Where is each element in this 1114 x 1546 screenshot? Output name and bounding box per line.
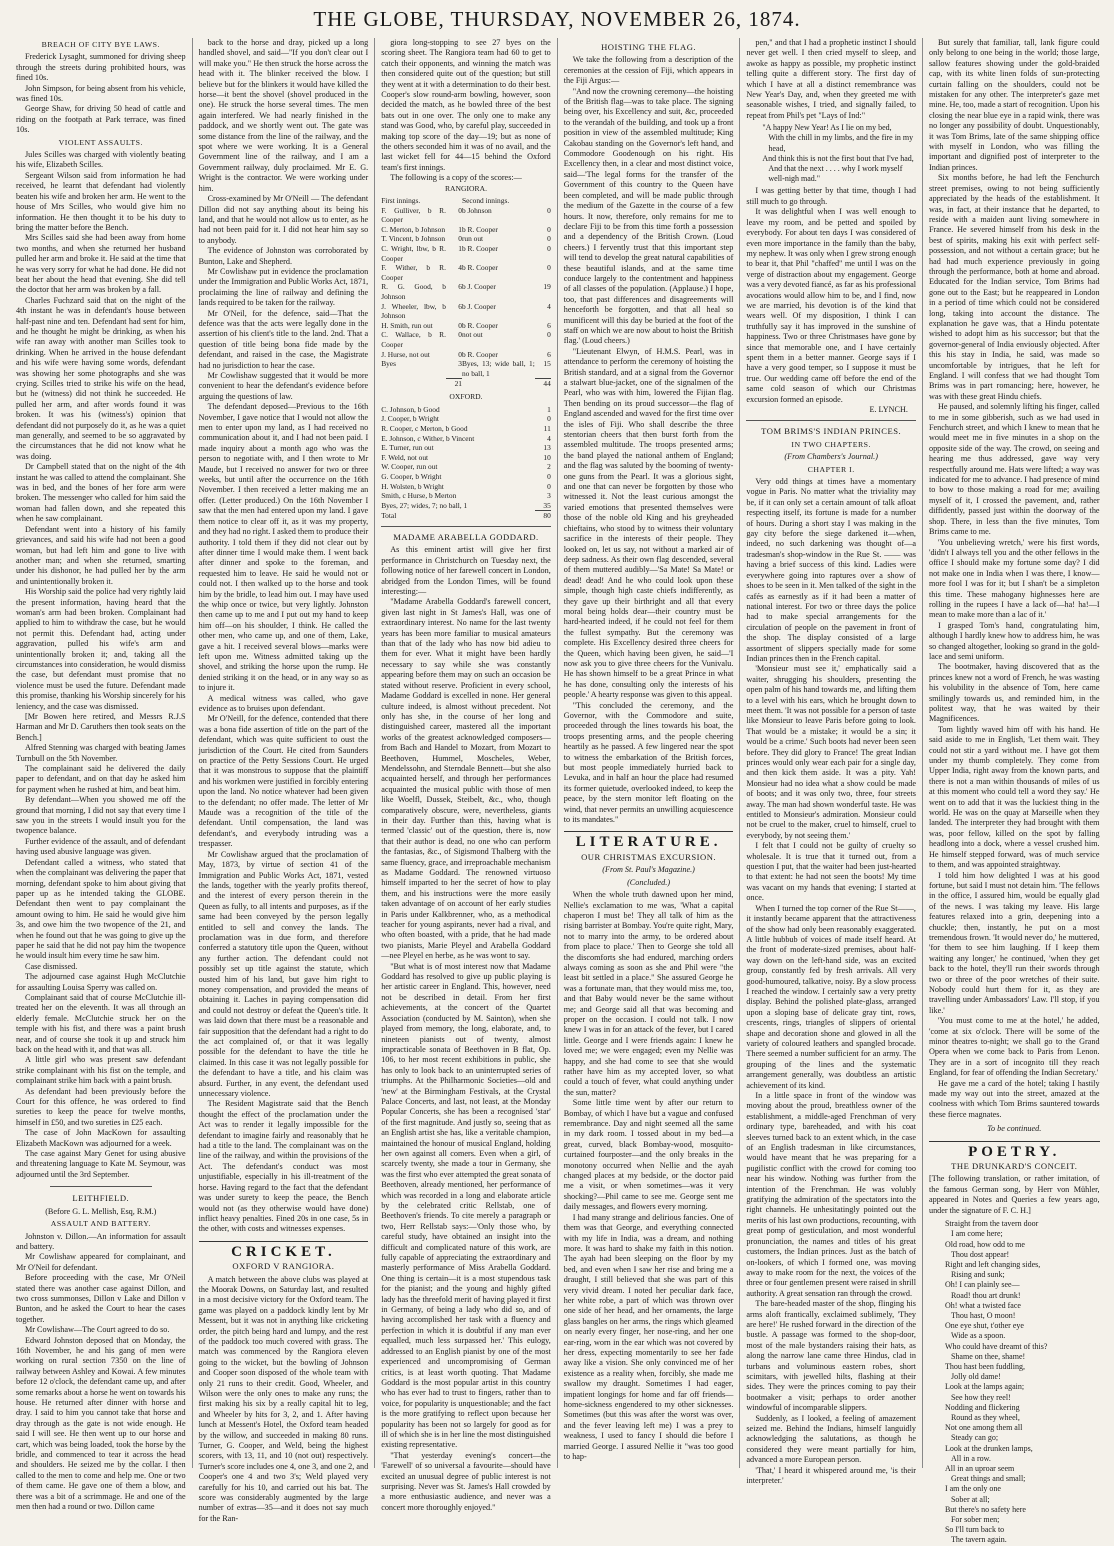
heading-violent-assaults: VIOLENT ASSAULTS.: [58, 137, 143, 147]
verse-line: Wide as a spoon.: [950, 1331, 1006, 1341]
verse-line: One eye shut, t'other eye: [944, 1321, 1024, 1331]
score-cell: E. Turner, run out: [381, 443, 434, 453]
score-row: [381, 225, 551, 235]
score-cell: 0: [547, 330, 551, 340]
score-cell: G. Cooper, b Wright: [381, 472, 442, 482]
divider: [50, 1186, 152, 1187]
paragraph: The defendant deposed—Previous to the 16th November, I gave notice that I would not allow the men to enter upon my land, as I had received no communication about it, and I had not been paid. I made inquiry about a month ago who was the person to negotiate with, and I then wrote to Mr Maude, but I received no answer for two or three weeks, but until after the occurrence on the 16th November. I then received a letter making me an offer. (Letter produced.) On the 16th November I saw that the men had entered upon my land. I gave them notice to clear off it, as it was my property, and they had no right. I asked them to produce their authority. I told them if they did not clear out by after dinner time I would make them. I went back after dinner and spoke to the foreman, and requested him to leave. He said he would not or could not. I then walked up to the horse and took him by the bridle, to lead him out. I may have used the whip once or twice, but very lightly. Johnston then came up to me and I put out my hand to keep him off—on his shoulder, I think. He called the other men, who came up, and one of them, Lake, gave a hit. I received several blows—marks were left upon me. Witness admitted taking up the shovel, and striking the horse upon the rump. He denied striking it on the head, or in any way so as to injure it.: [198, 402, 369, 693]
divider: [381, 526, 551, 527]
paragraph: Alfred Stenning was charged with beating James Turnbull on the 5th November.: [16, 743, 186, 763]
paragraph: I grasped Tom's hand, congratulating him, although I hardly knew how to address him, he was so changed altogether, looking so grand in the gold-lace and semi uniform.: [928, 620, 1100, 661]
heading-drunkards-conceit: THE DRUNKARD'S CONCEIT.: [951, 1161, 1078, 1172]
score-cell: F. Weld, not out: [381, 452, 429, 462]
verse-line: The tavern again.: [950, 1535, 1007, 1545]
score-cell: C. Johnson, b Good: [381, 404, 440, 414]
verse-line: With the chill in my limbs, and the fire in my head,: [768, 133, 914, 153]
score-total-row: [381, 511, 551, 521]
score-cell: 13: [543, 443, 551, 453]
score-cell: 1: [458, 244, 462, 254]
verse-line: And that the next . . . . why I work myself well-nigh mad.": [768, 164, 903, 184]
score-cell: 10: [543, 452, 551, 462]
paragraph: Sergeant Wilson said from information he had received, he learnt that defendant had violently beaten his wife and broken her arm. He went to the house of Mrs Scilles, who would give him no information. He then thought it to be his duty to bring the matter before the Bench.: [16, 170, 186, 232]
score-cell: 0: [547, 414, 551, 424]
paragraph: [Mr Bowen here retired, and Messrs R.J.S Harman and Mr D. Caruthers then took seats on the Bench.]: [16, 712, 186, 742]
paragraph: When I turned the top corner of the Rue St——, it instantly became apparent that the attractiveness of the show had only been reasonably exaggerated. A little hubbub of voices of made itself heard. At the front of moderate-sized premises, about half-way down on the left-hand side, was an excited group, constantly fed by fresh arrivals. All very good-humoured, talkative, noisy. By a slow process I reached the window. I certainly saw a very pretty display. Behind the polished plate-glass, arranged upon a sloping base of delicate gray tint, rows, crescents, rings, triangles of slippers of oriental shape and decoration shone and glowed in all the variety of coloured leathers and spangled brocade. There seemed a number sufficient for an army. The grouping of the lines and the systematic arrangement generally, was doubtless an artistic achievement of its kind.: [746, 903, 916, 1090]
paragraph: giora long-stopping to see 27 byes on the scoring sheet. The Rangiora team had 60 to get to catch their opponents, and winning the match was then considered quite out of the question; but still they went at it with a determination to do their best. Cooper's slow round-arm bowling, however, soon decided the match, as he bowled three of the best bats out in one over. The only one to make any stand was Good, who, by careful play, succeeded in making top score of the day—19; but as none of the others seconded him it was of no avail, and the last wicket fell for 44—15 behind the Oxford team's first innings.: [381, 38, 551, 172]
paragraph: As defendant had been previously before the Court for this offence, he was ordered to find sureties to keep the peace for twelve months, himself in £50, and two sureties in £25 each.: [16, 1086, 186, 1127]
paragraph: Frederick Lysaght, summoned for driving sheep through the streets during prohibited hours, was fined 10s.: [16, 52, 186, 83]
score-row: [381, 414, 551, 424]
paragraph: I was getting better by that time, though I had still much to go through.: [746, 186, 916, 206]
masthead: [0, 0, 1114, 38]
verse-line: Nodding and flickering: [944, 1402, 1020, 1412]
paragraph: The bootmaker, having discovered that as the princes knew not a word of French, he was wasting his volubility in the absence of Tom, here came smilingly towards us, and reminded him, in the politest way, that he was waited by their Magnificences.: [928, 662, 1100, 724]
score-cell: 44: [535, 378, 551, 388]
paragraph: 'You unbelieving wretch,' were his first words, 'didn't I always tell you and the other fellows in the office I should make my fortune some day? I did not make one in India when I was there, I know—more fool I was for it; but I shan't be a simpleton this time. These mahogany highnesses here are rolling in the rupees I have a lack of—ha! ha!—I mean to make more than a lac of it.': [928, 537, 1100, 620]
paragraph: The Resident Magistrate said that the Bench thought the effect of the proclamation under the Act was to render it legally impossible for the defendant to imagine fairly and reasonably that he had a title to the land. The complainant was on the line of the railway, and within the provisions of the Act. The defendant's conduct was most unjustifiable, especially in his ill-treatment of the horse. Having regard to the fact that the defendant was under surety to keep the peace, the Bench would not (as they otherwise would have done) inflict heavy penalties. Fined 20s in one case, 5s in the other, with costs and witnesses expenses.: [198, 1099, 369, 1234]
score-cell: b R. Cooper: [461, 224, 498, 234]
verse-line: So I'll turn back to: [944, 1525, 1005, 1535]
score-row: [381, 482, 551, 492]
column-5: [740, 38, 923, 1486]
verse-line: I am come here;: [950, 1229, 1003, 1239]
score-row: [381, 443, 551, 453]
paragraph: Cross-examined by Mr O'Neill — The defendant Dillon did not say anything about its being his land, and that he would not allow us to enter, as he had not been paid for it. I did not hear him say so to anybody.: [198, 194, 369, 245]
score-cell: 6: [458, 282, 462, 292]
score-cell: R. Cooper, c Merton, b Good: [381, 424, 468, 434]
score-cell: 4: [458, 263, 462, 273]
score-cell: 3: [547, 491, 551, 501]
score-row: [381, 462, 551, 472]
paragraph: John Simpson, for being absent from his vehicle, was fined 10s.: [16, 83, 186, 104]
score-cell: b R. Cooper: [461, 263, 498, 273]
heading-bye-laws: BREACH OF CITY BYE LAWS.: [41, 40, 160, 49]
leithfield-continued: [199, 38, 369, 1235]
verse-line: Thou dost appear!: [950, 1249, 1010, 1259]
score-row: [381, 350, 551, 360]
score-cell: 0: [458, 330, 462, 340]
verse-line: Sober at all;: [950, 1494, 990, 1504]
score-cell: b Johnson: [461, 205, 492, 215]
score-cell: b R. Cooper: [461, 320, 498, 330]
score-cell: 21: [446, 378, 462, 388]
violent-assaults-paras: [16, 150, 186, 1180]
paragraph: The following is a copy of the scores:—: [390, 173, 522, 183]
brims-source: (From Chambers's Journal.): [784, 452, 878, 462]
paragraph: back to the horse and dray, picked up a long handled shovel, and said—"If you don't clear out I will make you." He then struck the horse across the head with it. The blinker received the blow. I believe but for the blinkers it would have killed the horse—it bent the shovel (shovel produced in the one). He struck the horse several times. The men again interfered. We had nearly finished in the paddock, and we shortly went out. The gate was some distance from the line of the railway, and the spot where we were working. It is a General Government line of the railway, and I am a Government railway, duly proclaimed. Mr E. G. Wright is the contractor. We were working under him.: [198, 38, 369, 193]
score-cell: 0: [547, 224, 551, 234]
verse-line: Thou hast, O moon!: [950, 1310, 1016, 1320]
score-cell: 0: [547, 244, 551, 254]
score-cell: 0: [547, 263, 551, 273]
score-cell: 4: [547, 301, 551, 311]
divider: [746, 420, 916, 421]
paragraph: George Shaw, for driving 50 head of cattle and riding on the footpath at Park terrace, was fined 10s.: [16, 104, 186, 135]
column-4: [558, 38, 741, 1468]
score-row: [381, 491, 551, 501]
paragraph: Defendant went into a history of his family grievances, and said his wife had not been a good woman, but had left him and gone to live with another man; and when she returned, smarting under his dishonor, he had pulled her by the arm and unintentionally broken it.: [16, 524, 186, 586]
score-cell: 15: [543, 359, 551, 369]
paragraph: "This concluded the ceremony, and the Governor, with the Commodore and suite, proceeded through the lines towards his boat, the troops presenting arms, and the people cheering heartily as he passed. A few lingered near the spot to witness the embarkation of the British forces, but most people immediately hurried back to Levuka, and in half an hour the place had resumed its former quietude, overlooked indeed, to keep the peace, by the stern monitor left floating on the wind, that never permits an unwilling acquiescence to its mandates.": [563, 700, 734, 825]
verse-line: Rising and sunk;: [950, 1270, 1005, 1280]
assault-paras: [16, 1232, 186, 1513]
heading-hoisting-flag: HOISTING THE FLAG.: [601, 42, 697, 52]
cricket-paras: [199, 1275, 369, 1525]
verse-line: Not one among them all: [944, 1423, 1023, 1433]
paragraph: Six months before, he had left the Fenchurch street premises, owing to not being sufficiently appreciated by the heads of the establishment. It was, in fact, at their instance that he departed, to reside with a maiden aunt living somewhere in France. He severed himself from his desk in the best of spirits, making his exit with perfect self-possession, and not without a certain grace; but he had had much experience previously in going through the performance, both at home and abroad. Educated for the Indian service, Tom Brims had gone out to the East; but he reappeared in London in a period of time which could not be considered long, taking into account the distance. The explanation he gave was, that a Hindu potentate wished to adopt him as his successor; but that the governor-general of India enviously objected. After this his stay in India, he said, was made so uncomfortable by intrigues, that he left for England. I will confess that we had thought Tom Brims was in part romancing; here, however, he was with these great Hindu chiefs.: [928, 173, 1100, 401]
author-signature: E. LYNCH.: [869, 405, 908, 414]
verse-line: All in an uproar seem: [944, 1463, 1015, 1473]
paragraph: Mr Cowlishaw put in evidence the proclamation under the Immigration and Public Works Act, 1871, proclaiming the line of railway and defining the lands required to be taken for the railway.: [198, 266, 369, 308]
paragraph: The evidence of Johnston was corroborated by Bunton, Lake and Shepherd.: [198, 246, 369, 266]
score-cell: Byes, 27; wides, 7; no ball, 1: [381, 500, 468, 510]
verse-line: Jolly old dame!: [950, 1372, 1001, 1382]
paragraph: Case dismissed.: [25, 961, 78, 971]
paragraph: But surely that familiar, tall, lank figure could only belong to one being in the world; those large, sallow features showing under the gold-braided cap, with its white linen folds of sun-protecting curtain falling on the shoulders, could not be mistaken for any other. The interpreter's gaze met mine. He, too, made a start of recognition. Upon his closing the near blue eye in a rapid wink, there was no longer any possibility of doubt. Unquestionably, it was Tom Brims, late of the same shipping office with myself in London, who was filling the important and dignified post of interpreter to the Indian princes.: [928, 38, 1100, 172]
brims-subtitle: IN TWO CHAPTERS.: [791, 439, 871, 449]
brims-chapter: CHAPTER I.: [807, 464, 855, 474]
column-3: [375, 38, 558, 1512]
score-cell: 2: [547, 462, 551, 472]
score-cell: Second innings.: [461, 196, 510, 206]
rangiora-scorecard: [381, 196, 551, 388]
bye-laws-paras: [16, 52, 186, 135]
paragraph: It was delightful when I was well enough to leave my room, and be petted and spoiled by everybody. For about ten days I was considered of even more importance in the family than the baby, my nephew. It was only when I grew strong enough to bear it, that Phil "chaffed" me until I was on the verge of distraction about my engagement. George was a very devoted fiancé, as far as his professional avocations would allow him to be, and I find, now we are married, his devotion is of the kind that wears well. Of my disposition, I think I can truthfully say it has improved in the sunshine of happiness. Two or three Christmases have gone by since that memorable one, and I have certainly spent them in a better manner. George says if I have a very good temper, so I suppose it must be true. Our wedding came off before the end of the same cold season of which our Christmas excursion formed an episode.: [746, 207, 916, 404]
verse-line: Great things and small;: [950, 1474, 1026, 1484]
score-cell: 35: [543, 500, 551, 510]
masthead-title: THE GLOBE, THURSDAY, NOVEMBER 26, 1874.: [313, 6, 801, 31]
score-cell: J. Cooper, b Wright: [381, 414, 439, 424]
column-6: [923, 38, 1106, 1545]
paragraph: "That yesterday evening's concert—the 'Farewell' of so universal a favourite—should have excited an unusual degree of public interest is not surprising. Never was St. James's Hall crowded by a more enthusiastic audience, and never was a concert more thoroughly enjoyed.": [381, 1450, 551, 1512]
heading-cricket: CRICKET.: [199, 1241, 369, 1257]
score-cell: run out: [461, 234, 484, 244]
verse-line: "A happy New Year! As I lie on my bed,: [762, 123, 892, 133]
paragraph: A match between the above clubs was played at the Moorak Downs, on Saturday last, and resulted in a most decisive victory for the Oxford team. The game was played on a paddock kindly lent by Mr Messent, but it was not in anything like cricketing order, the pitch being hard and lumpy, and the rest of the paddock too much covered with grass. The match was commenced by the Rangiora eleven going to the wicket, but the bowling of Johnson and Cooper soon disposed of the whole team with only 21 runs to their credit. Good, Wheeler, and Wilson were the only ones to make any runs; the first making his six by a really capital hit to leg, and Wheeler by hits for 3, 2, and 1. After having lunch at Messent's Hotel, the Oxford team headed by the willow, and succeeded in making 80 runs. Turner, G. Cooper, and Weld, being the highest scorers, with 13, 11, and 10 (not out) respectively. Turner's score includes one 4, one 3, and one 2, and Cooper's one 4 and two 3's; Weld played very carefully for his 10, and carried out his bat. The score was considerably augmented by the large number of extras—35—and it does not say much for the Ran-: [198, 1274, 369, 1523]
score-cell: H. Smith, run out: [381, 320, 433, 330]
paragraph: Mr Cowlishaw suggested that it would be more convenient to hear the defendant's evidence before arguing the questions of law.: [198, 371, 369, 401]
paragraph: Mr O'Neil, for the defence, said—That the defence was that the acts were legally done in the assertion of his client's title to the land. 2nd. That a question of title being bona fide made by the defendant, and raised in the case, the Magistrate had no jurisdiction to hear the case.: [198, 308, 369, 370]
score-row: [381, 501, 551, 511]
score-cell: 0: [458, 320, 462, 330]
paragraph: Dr Campbell stated that on the night of the 4th instant he was called to attend the complainant. She was in bed, and the bones of her fore arm were broken. The messenger who called for him said the woman had fallen down, and she repeated this when he saw complainant.: [16, 462, 186, 524]
paragraph: Edward Johnston deposed that on Monday, the 16th November, he and his gang of men were working on rural section 7350 on the line of railway between Ashley and Kowai. A few minutes before 12 o'clock, the defendant came up, and after some remarks about a horse he went on towards his house. He returned after dinner with horse and dray. I said to him you cannot take that horse and dray through as the gate is not wide enough. He said I will see. He then went up to our horse and cart, which was being loaded, took the horse by the bridle, and commenced to tear it across the head and shoulders. He seized me by the collar. I then called to the men to come and help me. One or two of them came. He gave one of them a blow, and there was a bit of a scrimmage. He and one of the men then had a round or two. Dillon came: [16, 1335, 186, 1512]
oxford-scorecard: [381, 405, 551, 521]
paragraph: The adjourned case against Hugh McClutchie for assaulting Louisa Sperry was called on.: [16, 972, 186, 992]
verse-line: Old road, how odd to me: [944, 1239, 1025, 1249]
score-cell: 11: [543, 424, 551, 434]
verse-line: Right and left changing sides,: [944, 1259, 1041, 1269]
score-cell: [462, 378, 535, 388]
flag-paras: [564, 55, 734, 825]
verse-line: Look at the lamps again;: [944, 1382, 1025, 1392]
paragraph: As this eminent artist will give her first performance in Christchurch on Tuesday next, the following notice of her farewell concert in London, abridged from the London Times, will be found interesting:—: [381, 545, 551, 597]
paragraph: Mr Cowlishaw—The Court agreed to do so.: [25, 1325, 170, 1335]
paragraph: I told him how delighted I was at his good fortune, but said I must not detain him. 'The fellows in the office, I assured him, would be equally glad of the news. I was taking my leave. His large features relaxed into a grin, deepening into a chuckle; then, instantly, he put on a most tremendous frown. 'It would never do,' he muttered, 'for them to see him laughing. If I keep them waiting any longer,' he continued, 'when they get back to the hotel, they'll run their swords through two or three of the poor wretches of their suite. Nobody could hurt them for it, as they are travelling under Ambassadors' Law. I'll stop, if you like.': [928, 870, 1100, 1015]
paragraph: "But what is of most interest now that Madame Goddard has resolved to give up public playing is her artistic career in England. This, however, need not be described in detail. From her first achievements, at the concert of the Quartet Association (conducted by M. Sainton), when she played from memory, the long, elaborate, and, to nineteen pianists out of twenty, almost impracticable sonata of Beethoven in B flat, Op. 106, to her most recent exhibitions in public, she has only to look back to an uninterrupted series of triumphs. At the Philharmonic Societies—old and 'new' at the Birmingham Festivals, at the Crystal Palace Concerts, and last, not least, at the Monday Popular Concerts, she has been a recognised 'star' of the first magnitude. And justly so, seeing that as an English artist she has, like a veritable champion, maintained the honour of musical England, holding her own against all comers. Even when a girl, of scarcely twenty, she made a tour in Germany, she was the first who ever attempted the great sonata of Beethoven, already mentioned, her performance of which was recorded in a long and elaborate article by the celebrated critic Rellstab, one of Beethoven's friends. To cite merely a paragraph or two, Herr Rellstab says:—'Only those who, by careful study, have obtained an insight into the difficult and complicated nature of this work, are fully capable of appreciating the extraordinary and masterly performance of Miss Arabella Goddard. One thing is certain—it is a most stupendous task for the pianist; and the young and highly gifted lady has the threefold merit of having played it first in Germany, of being a lady who did so, and of having accomplished her task with a fluency and perfection in which it is doubtful if any man ever equalled, much less surpassed her.' This eulogy, addressed to an English pianist by one of the most experienced and uncompromising of German critics, is at least worth quoting. That Madame Goddard is the most popular artist in this country who has ever had to trust to fingers, rather than to voice, for popularity is unquestionable; and the fact is the more gratifying to reflect upon because her popularity has been not so largely for good as for ill of which she is in her line the most distinguished existing representative.: [381, 961, 551, 1450]
paragraph: Mr O'Neill, for the defence, contended that there was a bona fide assertion of title on the part of the defendant, which was quite sufficient to oust the jurisdiction of the Court. He cited from Saunders on practice of the Petty Sessions Court. He urged that it was monstrous to suppose that the plaintiff and his workmen were justified in forcibly entering upon the land. No notice whatever had been given to the defendant; no offer made. The letter of Mr Maude was a recognition of the title of the defendant. Until compensation, the land was defendant's, and everybody intruding was a trespasser.: [198, 714, 369, 849]
paragraph: Mrs Scilles said she had been away from home two months, and when she returned her husband pulled her arm and broke it. He said at the time that he was very sorry for what he had done. He did not beat her about the head that evening. She did tell the doctor that her arm was broken by a fall.: [16, 233, 186, 295]
paragraph: Johnston v. Dillon.—An information for assault and battery.: [16, 1231, 186, 1251]
score-cell: 1: [458, 224, 462, 234]
score-row: [381, 434, 551, 444]
paragraph: Before proceeding with the case, Mr O'Neil stated there was another case against Dillon, and two cross summonses, Dillon v Lake and Dillon v Bunton, and he asked the Court to hear the cases together.: [16, 1273, 186, 1324]
score-row: [381, 244, 551, 263]
score-cell: b R. Cooper: [461, 244, 498, 254]
verse-line: Straight from the tavern door: [944, 1219, 1039, 1229]
score-row: [381, 302, 551, 321]
score-row: [381, 405, 551, 415]
paragraph: Defendant called a witness, who stated that when the complainant was delivering the paper that morning, defendant spoke to him about giving that paper up as he intended taking the GLOBE. Defendant then went to pay complainant the amount owing to him. He said he would give him 3s, and owe him the two twopence of the 21, and when he found out that he was going to give up the paper he said that he did not pay him the twopence he would insult him every time he saw him.: [16, 857, 186, 961]
score-cell: [381, 378, 446, 388]
paragraph: Complainant said that of course McClutchie ill-treated her on the eleventh. It was all through an elderly female. McClutchie struck her on the temple with his fist, and there was a paint brush near, and of course she took it up and struck him back on the head with it, and that was all.: [16, 992, 186, 1054]
score-cell: 0: [458, 234, 462, 244]
verse-line: For sober men;: [950, 1514, 1000, 1524]
score-cell: 0: [458, 205, 462, 215]
goddard-paras: [381, 545, 551, 1513]
score-cell: C. Merton, b Johnson: [381, 224, 446, 234]
score-row: [381, 472, 551, 482]
score-row: [381, 359, 551, 378]
verse-line: Oh! what a twisted face: [944, 1300, 1021, 1310]
score-cell: J. Hurse, not out: [381, 349, 430, 359]
score-cell: b J. Cooper: [461, 282, 496, 292]
paragraph: Mr Cowlishaw argued that the proclamation of May, 1873, by virtue of section 41 of the Immigration and Public Works Act, 1871, vested the lands, together with the yearly profits thereof, and the interest of every person therein in the Queen as fully, to all intents and purposes, as if the same had been conveyed by the person legally entitled to sell and convey the lands. The proclamation was in due form, and therefore conferred a statutory title upon the Queen, without any further action. The defendant could not possibly set up title against the statute, which ousted him of his land, but gave him right to money compensation, and provided the means of obtaining it. Laches in paying compensation did and could not destroy or defeat the Queen's title. It was laid down that there must be a reasonable and fair supposition that the defendant had a right to do the act complained of, or that it was legally possible for the defendant to have the title he claimed. In this case it was not legally possible for the defendant to have a title, and his claim was absurd. Further, in any event, the defendant used unnecessary violence.: [198, 849, 369, 1099]
poem-verses: [929, 1219, 1100, 1546]
paragraph: A medical witness was called, who gave evidence as to bruises upon defendant.: [198, 693, 369, 713]
score-cell: First innings.: [381, 196, 421, 206]
score-row: [381, 282, 551, 301]
score-cell: [446, 196, 462, 206]
score-cell: Byes: [381, 359, 396, 369]
heading-poetry: POETRY.: [929, 1141, 1100, 1157]
paragraph: Suddenly, as I looked, a feeling of amazement seized me. Behind the Indians, himself languidly acknowledging the salutations, as though he considered they were meant partially for him, advanced a more European person.: [746, 1413, 916, 1465]
paragraph: 'You must come to me at the hotel,' he added, 'come at six o'clock. There will be some of the minor theatres to-night; we shall go to the Grand Opera when we come back to Paris from Lenon. They are in a sort of incognito till they reach England, for fear of offending the Indian Secretary.': [928, 1016, 1100, 1078]
excursion-continued: [746, 38, 916, 121]
paragraph: Some little time went by after our return to Bombay, of which I have but a vague and confused remembrance. Day and night seemed all the same in my dark room. I tossed about in my bed—a great, curved, black Bombay-wood, mosquito-curtained fourposter—and the only breaks in the monotony occurred when Nellie and the ayah changed places at my bedside, or the doctor paid me a visit, or when sometimes—was it very shocking?—Phil came to see me. George sent me daily messages, and flowers every morning.: [563, 1098, 734, 1212]
score-row: [381, 234, 551, 244]
score-cell: not out: [461, 330, 483, 340]
paragraph: 'Monsieur must see it,' emphatically said a waiter, shrugging his shoulders, presenting the open palm of his hand towards me, and lifting them to a level with his ears, which he brought down to meet them. 'It was not possible for a person of taste like Monsieur to leave Paris before going to look. That would be a mistake; it would be a sin; it would be a crime.' Such boots had never been seen before. They did glory to France! The great Indian princes would only wear each pair for a single day, and then kick them aside. It was a pity. Yah! Monsieur had no idea what a show could be made of boots; and it was only two, three, four streets away. The man had shown wonderful taste. He was entitled to Monsieur's admiration. Monsieur could not be cruel to the maker, cruel to himself, cruel to everybody, by not seeing them.': [746, 664, 916, 840]
paragraph: "Madame Arabella Goddard's farewell concert, given last night in St James's Hall, was one of extraordinary interest. No name for the last twenty years has been more familiar to musical amateurs than that of the lady who has now bid adieu to them for ever. What it might have been hardly necessary to say while she was constantly appearing before them may on such an occasion be stated without reserve. Proficient in every school, Madame Goddard is excelled in none. Her general culture indeed, is almost without precedent. Not only has she, in the course of her long and distinguished career, mastered all the important works of the greatest acknowledged composers—from Bach and Handel to Mozart, from Mozart to Beethoven, Hummel, Moscheles, Weber, Mendelssohn, and Sterndale Bennett—but she also acquainted herself, and through her performances acquainted the musical public with those of men like Woelfl, Dussek, Steibelt, &c., who, though comparatively obscure, were, nevertheless, giants in their day. Further than this, having what is termed 'classic' out of the question, there is, now that their author is dead, no one who can perform the fantasias, &c., of Sigismond Thalberg with the same fluency, grace, and irreproachable mechanism as Madame Goddard. The renowned virtuoso himself imparted to her the secret of how to play them, and his instructions were the more easily taken advantage of on account of her early studies in Paris under Kalkbrenner, who, as a methodical teacher for young aspirants, never had a rival, and who often boasted, with a pride, that he had made two pianists, Marie Pleyel and Arabella Goddard —nee Pleyel en herbe, as he was wont to say.: [381, 597, 551, 961]
paragraph: He paused, and solemnly lifting his finger, called to me in some gibberish, such as we had used in Fenchurch street, and which I knew to mean that he would meet me in five minutes in a shop on the opposite side of the way. The crowd, on seeing and hearing me thus addressed, gave way very respectfully around me. Hats were lifted; a way was indicated for me to advance. I had presence of mind to bow to those making a road for me; availing myself of it, I crossed the pavement, and, rather diffidently, passed just within the doorway of the shop. There, in less than the five minutes, Tom Brims came to me.: [928, 402, 1100, 537]
score-cell: 1: [547, 404, 551, 414]
verse-line: And think this is not the first bout that I've had,: [762, 153, 914, 163]
heading-goddard: MADAME ARABELLA GODDARD.: [393, 532, 539, 542]
paragraph: The case against Mary Genet for using abusive and threatening language to Kate M. Seymour, was adjourned until the 3rd September.: [16, 1149, 186, 1179]
paragraph: I had many strange and delirious fancies. One of them was that George, and everything connected with my life in India, was a dream, and nothing more. It was hard to shake my faith in this notion. The ayah had been sleeping on the floor by my bed, and even when I saw her rise and bring me a draught, I still believed that she was part of this very vivid dream. I noted her peculiar dark face, her white robe, a part of which was thrown over one side of her head, and her ornaments, the large glass bangles on her arms, the rings which gleamed on nearly every finger, her nose-ring, and her one ear-ring, worn in the ear which was not covered by her dress, expecting momentarily to see her fade away like a vision. She only convinced me of her existence as a reality when, forcibly, she made me swallow my draught. Sometimes I had eager, impatient longings for home and far off friends—home-sickness engendered to my other sicknesses. Sometimes (but this was after the worst was over, and the fever leaving left me) I was a prey to weakness, I used to fancy I should die before I married George. I assured Nellie it "was too good to hap-: [563, 1212, 734, 1462]
verse-line: All in a row.: [950, 1453, 991, 1463]
verse-line: Who could have dreamt of this?: [944, 1341, 1048, 1351]
paragraph: When the whole truth dawned upon her mind, Nellie's exclamation to me was, 'What a capital chaperon I must be! They all talk of him as the rising barrister at Bombay. You're quite right, Mary, not to marry into the army, to be ordered about from place to place.' Then to George she told all the discomforts she had endured, marching orders always coming as soon as she and Phil were "the least bit settled in a place." She assured George he was a fortunate man, that they would miss me, too, and that Baby would never be the same without me; and George said all that was becoming and proper on the occasion. I could not talk. I now knew I was in for an attack of the fever, but I cared little. George and I were friends again: I knew he loved me; we were engaged; even my Nellie was happy, and she had come to see that she would rather have him as my accepted lover, so what could a touch of fever, what could anything under the sun, matter?: [563, 890, 734, 1097]
paragraph: "And now the crowning ceremony—the hoisting of the British flag—was to take place. The signing being over, his Excellency and suit, &c, proceeded to the verandah of the building, and took up a front position in view of the assembled multitude; King Cakobau standing on the Governor's left hand, and Commodore Goodenough on his right. His Excellency then, in a clear and most distinct voice, said—'The legal forms for the transfer of the Government of this country to the Queen have been completed, and will be made public through the medium of the Gazette in the course of a few hours. It now, therefore, only remains for me to declare Fiji to be from this time forth a possession and a dependency of the British Crown. (Loud cheers.) I fervently trust that this important step will tend to develop the great natural capabilities of these beautiful islands, and at the same time conduce largely to the contentment and happiness of all classes of the population. (Applause.) I hope, too, that past differences and disagreements will henceforth be forgotten, and that all heal so munificent will this day be buried at the foot of the staff on which we are now about to hoist the British flag.' (Loud cheers.): [563, 86, 734, 346]
score-cell: T. Vincent, b Johnson: [381, 234, 446, 244]
heading-assault-battery: ASSAULT AND BATTERY.: [50, 1219, 151, 1229]
verse-line: Thou hast been fuddling,: [944, 1361, 1025, 1371]
score-row: [381, 263, 551, 282]
paragraph: By defendant—When you showed me off the ground that morning, I did not say that every time I saw you in the streets I would insult you for the twopence balance.: [16, 795, 186, 836]
paragraph: Jules Scilles was charged with violently beating his wife, Elizabeth Scilles.: [16, 150, 186, 170]
verse-line: I am the only one: [944, 1484, 1001, 1494]
paragraph: In a little space in front of the window was moving about the proud, breathless owner of the establishment, a middle-aged Frenchman of very ordinary type, bareheaded, and with his coat sleeves turned back to an extent which, in the case of an English tradesman in like circumstances, would have meant that he was preparing for a pugilistic conflict with the crowd for coming too near his window. Nothing was further from the intention of the Frenchman. He was volubly gratifying the admiration of the spectators into the right channels. He unhesitatingly pointed out the merits of his last own productions, recounting, with great pomp of gesticulation, and most wonderful pronunciation, the names and titles of his great customers, the Indian princes. Just as the batch of on-lookers, of which I formed one, was moving away to make room for the next, the voices of the three or four gentlemen present were raised in shrill authority. A great sensation ran through the crowd.: [746, 1091, 916, 1298]
verse-line: Steady can go;: [950, 1433, 999, 1443]
score-cell: 19: [543, 282, 551, 292]
score-cell: Total: [381, 510, 397, 520]
paragraph: Very odd things at times have a momentary vogue in Paris. No matter what the triviality may be, if it can only set a certain amount of talk afloat respecting itself, its fortune is made for a number of hours. During a short stay I was making in the gay city before the siege darkened it—when, indeed, no such darkening was thought of—a tradesman's shop-window in the Rue St. —— was having a brief success of this kind. Ladies were everywhere going into raptures over a show of shoes to be seen in it. Men talked of the sight in the cafés as earnestly as if it had been a matter of national interest. For two or three days the police had to make special arrangements for the circulation of people on the pavement in front of the shop. The display consisted of a large assortment of slippers specially made for some Indian princes then in the French capital.: [746, 477, 916, 663]
score-cell: b R. Cooper: [461, 349, 498, 359]
verse-line: Round as they wheel,: [950, 1412, 1020, 1422]
score-header-row: [381, 196, 551, 206]
paragraph: His Worship said the police had very rightly laid the present information, having heard that the woman's arm had been broken. Complainant had applied to him to withdraw the case, but he would not permit this. Defendant had, acting under aggravation, pulled his wife's arm and unintentionally broken it; and, taking all the circumstances into consideration, he would dismiss the case, but defendant must promise that no violence must be used the future. Defendant made this promise, thanking his Worship sincerely for his leniency, and the case was dismissed.: [16, 587, 186, 711]
score-total-row: [381, 378, 551, 388]
score-cell: 6: [458, 301, 462, 311]
verse-line: Oh! I can plainly see—: [944, 1280, 1020, 1290]
heading-oxford-v-rangiora: OXFORD V RANGIORA.: [232, 1261, 335, 1272]
paragraph: The case of John MacKown for assaulting Elizabeth MacKown was adjourned for a week.: [16, 1128, 186, 1148]
score-cell: F. Wither, b R. Cooper: [381, 263, 446, 282]
score-row: [381, 330, 551, 349]
verse-line: But there's no safety here: [944, 1504, 1026, 1514]
newspaper-columns: [10, 38, 1106, 1545]
score-cell: 4: [547, 433, 551, 443]
score-cell: 0: [547, 481, 551, 491]
column-1: [10, 38, 193, 1512]
score-cell: C. Wright, lbw, b R. Cooper: [381, 244, 446, 263]
score-cell: E. Johnson, c Wither, b Vincent: [381, 433, 475, 443]
score-cell: 0: [458, 349, 462, 359]
score-cell: 6: [547, 320, 551, 330]
excursion-source: (From St. Paul's Magazine.): [602, 865, 695, 875]
score-cell: 80: [535, 511, 551, 521]
score-cell: 0: [547, 472, 551, 482]
score-cell: H. Wolsten, b Wright: [381, 481, 444, 491]
excursion-ending: [746, 186, 916, 405]
score-cell: J. Wheeler, lbw, b Johnson: [381, 301, 446, 321]
score-cell: Byes, 13; wide ball, 1; no ball, 1: [461, 359, 535, 378]
score-cell: C. Wallace, b R. Cooper: [381, 330, 446, 349]
heading-christmas-excursion: OUR CHRISTMAS EXCURSION.: [581, 851, 717, 862]
score-row: [381, 424, 551, 434]
verse-line: Shame on thee, shame!: [950, 1351, 1026, 1361]
paragraph: Mr Cowlishaw appeared for complainant, and Mr O'Neil for defendant.: [16, 1252, 186, 1272]
paragraph: The bare-headed master of the shop, flinging his arms aloft frantically, exclaimed sublimely, 'They are here!' He rushed forward in the direction of the bustle. A passage was formed to the shop-door, most of the male bystanders raising their hats, as along the narrow lane came three Hindus, clad in turbans and voluminous eastern robes, short scimitars, with jewelled hilts, flashing at their sides. They were the princes coming to pay their bootmaker a visit; perhaps to order another windowful of incomparable slippers.: [746, 1299, 916, 1413]
score-cell: 0: [547, 234, 551, 244]
leithfield-magistrate: (Before G. L. Mellish, Esq, R.M.): [45, 1206, 157, 1216]
paragraph: 'That,' I heard it whispered around me, 'is their interpreter.': [746, 1465, 916, 1486]
score-row: [381, 321, 551, 331]
paragraph: A little girl who was present saw defendant strike complainant with his fist on the temple, and complainant strike him back with a paint brush.: [16, 1055, 186, 1086]
paragraph: I felt that I could not be guilty of cruelty so wholesale. It is true that it turned out, from a question I put, that the waiter had been just-hearted to that extent: he had not seen the boots! My time was vacant on my hands that evening; I started at once.: [746, 841, 916, 903]
oxford-heading: OXFORD.: [449, 392, 483, 402]
paragraph: pen," and that I had a prophetic instinct I should never get well. I then cried myself to sleep, and awoke as happy as possible, my prophetic instinct telling quite a different story. The first day of which I have at all a distinct remembrance was New Year's Day, and, when they greeted me with seasonable wishes, I tried, and signally failed, to repeat from Phil's pet "Lays of Ind:": [746, 38, 916, 120]
score-cell: 6: [547, 349, 551, 359]
verse-line: See how they reel!: [950, 1392, 1011, 1402]
paragraph: Further evidence of the assault, and of defendant having used abusive language was given.: [16, 836, 186, 857]
to-be-continued: To be continued.: [987, 1124, 1042, 1134]
score-cell: F. Gulliver, b R. Cooper: [381, 205, 446, 225]
paragraph: "Lieutenant Elwyn, of H.M.S. Pearl, was in attendance to perform the ceremony of hoisting the British standard, and at a signal from the Governor a stalwart blue-jacket, one of the signalmen of the Pearl, who was with him, lowered the Fijian flag. Then bending on its proud successor—the flag of England ascended and waved for the first time over the isles of Fiji. Who shall describe the three stentorian cheers that then burst forth from the assembled multitude. The troops presented arms; the band played the national anthem of England; and the flag was saluted by the booming of twenty-one guns from the Pearl. It was a glorious sight, and one that can never be forgotten by those who witnessed it. Not the least curious amongst the varied emotions that presented themselves were those of the noble old King and his greyheaded chieftains, who stood by to witness their voluntary sacrifice in the interests of their people. They looked on, let us say, not without a marked air of deep sadness. As their own flag descended, several of them muttered audibly—'Sa Mate! Sa Mate! or dead! dead! And he who could look upon these simple, though high caste chiefs indifferently, as they gave up their birthright and all that every moral being holds dear—their country must be hard-hearted indeed, if he could not feel for them the fullest sympathy. But the ceremony was complete. His Excellency desired three cheers for the Queen, which having been given, he said—'I now ask you to give three cheers for the Vunivalu. He has shown himself to be a great Prince in what he has done, consulting only the interests of his people.' A hearty response was given to this appeal.: [563, 346, 734, 700]
poem-note: [The following translation, or rather imitation, of the famous German song, by Herr von Mühler, appeared in Notes and Queries a few years ago, under the signature of F. C. H.]: [928, 1174, 1100, 1215]
heading-literature: LITERATURE.: [564, 831, 734, 847]
score-cell: 3: [458, 359, 462, 369]
paragraph: Charles Fuchzard said that on the night of the 4th instant he was in defendant's house between half-past nine and ten. Defendant had sent for him, and he thought he might be drinking, as when his wife ran away with another man Scilles took to drinking. When he arrived in the house defendant and his wife were having some words, defendant was showing her some photographs and she was crying. Scilles tried to strike his wife on the head, but he (witness) did not think he succeeded. He pulled her arm, and after words found it was broken. It was his (witness's) opinion that defendant did not purposely do it, as he was a quiet man generally, and seemed to be so aggravated by the circumstances that he did not know what he was doing.: [16, 295, 186, 461]
score-cell: b J. Cooper: [461, 301, 496, 311]
brims-paras: [746, 477, 916, 1486]
score-row: [381, 206, 551, 225]
verse-line: Look at the drunken lamps,: [944, 1443, 1033, 1453]
paragraph: Tom lightly waved him off with his hand. He said aside to me in English, 'Let them wait. They could not stir a yard without me. I have got them under my thumb completely. They come from Upper India, right away from the known parts, and there is not a man within thousands of miles of us at this moment who could tell a word they say.' He went on to add that it was the luckiest thing in the world. He was on the quay at Marseille when they landed. The interpreter they had brought with them was, poor fellow, killed on the spot by falling headlong into a dock, where a vessel crushed him. He himself stepped forward, was of much service to them, and was appointed straightway.: [928, 724, 1100, 870]
column-2: [193, 38, 376, 1523]
paragraph: The complainant said he delivered the daily paper to defendant, and on that day he asked him for payment when he rushed at him, and beat him.: [16, 764, 186, 794]
heading-tom-brims: TOM BRIMS'S INDIAN PRINCES.: [761, 426, 902, 437]
cricket-intro: [381, 38, 551, 184]
heading-leithfield: LEITHFIELD.: [72, 1193, 130, 1204]
score-cell: 0: [547, 205, 551, 215]
rangiora-heading: RANGIORA.: [444, 183, 487, 193]
excursion-paras: [564, 890, 734, 1462]
score-cell: [535, 196, 551, 206]
lays-of-ind-verse: [746, 123, 916, 184]
paragraph: We take the following from a description of the ceremonies at the cession of Fiji, which appears in the Fiji Argus:—: [563, 55, 734, 86]
verse-line: Road! thou art drunk!: [950, 1290, 1021, 1300]
score-cell: R. G. Good, b Johnson: [381, 282, 446, 302]
brims-continued: [929, 38, 1100, 1120]
score-row: [381, 453, 551, 463]
score-cell: Smith, c Hurse, b Merton: [381, 491, 457, 501]
score-cell: W. Cooper, run out: [381, 462, 438, 472]
paragraph: He gave me a card of the hotel; taking I hastily made my way out into the street, amazed at the coolness with which Tom Brims sauntered towards these fierce magnates.: [928, 1078, 1100, 1119]
excursion-concluded: (Concluded.): [627, 877, 671, 887]
